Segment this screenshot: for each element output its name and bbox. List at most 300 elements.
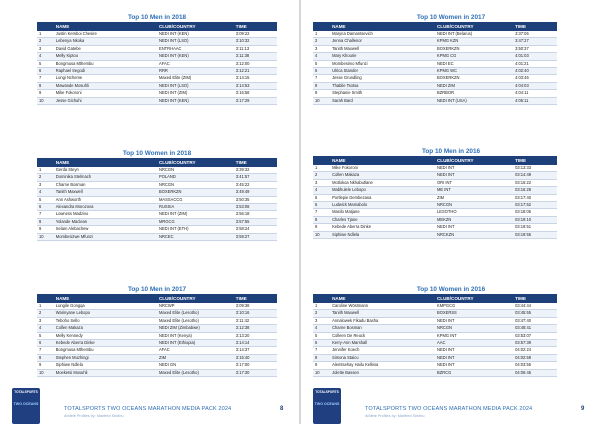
- club-country-cell: KPMG KZN: [435, 38, 513, 45]
- club-header: CLUB/COUNTRY: [435, 22, 513, 31]
- club-country-cell: KPMG INT: [435, 332, 513, 339]
- club-country-cell: NEDI INT: [435, 165, 513, 172]
- table-row: [313, 165, 557, 172]
- time-header: TIME: [513, 294, 557, 303]
- name-header: NAME: [330, 156, 435, 165]
- finish-time-cell: 3:39:32: [234, 167, 277, 174]
- finish-time-cell: 3:11:13: [234, 45, 277, 52]
- table-row: [37, 82, 277, 89]
- finish-time-cell: 3:50:37: [513, 45, 557, 52]
- finish-time-cell: 3:14:37: [234, 347, 277, 354]
- athlete-name-cell: Bongmusa Mthembu: [54, 347, 157, 354]
- time-header: TIME: [234, 294, 277, 303]
- rank-cell: 10: [313, 97, 330, 104]
- table-header-row: [313, 22, 557, 31]
- athlete-name-cell: Lebenya Nkoka: [54, 38, 157, 45]
- finish-time-cell: 03:17:40: [513, 194, 557, 201]
- club-country-cell: BZRCG: [435, 369, 513, 376]
- table-row: [37, 310, 277, 317]
- rank-cell: 6: [37, 204, 54, 211]
- finish-time-cell: 3:37:06: [513, 31, 557, 38]
- finish-time-cell: 03:17:52: [513, 202, 557, 209]
- club-country-cell: NEDI INT (ETH): [157, 226, 234, 233]
- finish-time-cell: 3:14:14: [234, 340, 277, 347]
- finish-time-cell: 4:01:03: [513, 53, 557, 60]
- rank-cell: 8: [37, 354, 54, 361]
- table-row: [37, 174, 277, 181]
- club-country-cell: NEDI INT: [435, 347, 513, 354]
- club-country-cell: MASSACCG: [157, 196, 234, 203]
- table-row: [313, 68, 557, 75]
- women-2017-table: [313, 22, 557, 105]
- finish-time-cell: 3:47:27: [513, 38, 557, 45]
- rank-cell: 3: [37, 317, 54, 324]
- rank-cell: 5: [37, 60, 54, 67]
- finish-time-cell: 03:57:39: [513, 340, 557, 347]
- club-country-cell: NEDI INT (KEN): [157, 97, 234, 104]
- rank-cell: 1: [37, 167, 54, 174]
- athlete-name-cell: Mombesizwe Mfunzi: [54, 233, 157, 240]
- club-country-cell: NEDI INT (Kenya): [157, 332, 234, 339]
- club-country-cell: NEDI INT: [435, 317, 513, 324]
- rank-cell: 6: [37, 68, 54, 75]
- name-header: NAME: [54, 22, 157, 31]
- athlete-name-cell: Stephen Muzhingi: [54, 354, 157, 361]
- athlete-name-cell: Kebede Aberra Dinke: [330, 224, 435, 231]
- table-row: [37, 181, 277, 188]
- table-row: [313, 75, 557, 82]
- athlete-name-cell: Collen Makaza: [330, 172, 435, 179]
- table-title: Top 10 Men in 2016: [421, 148, 481, 155]
- club-country-cell: BOXERKZN: [157, 189, 234, 196]
- club-country-cell: Maxed Elite (ZIM): [157, 75, 234, 82]
- club-header: CLUB/COUNTRY: [157, 22, 234, 31]
- table-row: [313, 194, 557, 201]
- rank-cell: 2: [37, 310, 54, 317]
- table-title: Top 10 Women in 2018: [122, 150, 192, 157]
- logo-text: TWO OCEANS: [13, 402, 39, 406]
- rank-cell: 7: [37, 75, 54, 82]
- athlete-name-cell: Jennifer Koech: [330, 347, 435, 354]
- finish-time-cell: 03:47:40: [513, 317, 557, 324]
- athlete-name-cell: Siphiwe Ndlela: [54, 362, 157, 369]
- athlete-name-cell: Justin Kemboi Chesire: [54, 31, 157, 38]
- athlete-name-cell: Charles Tjane: [330, 216, 435, 223]
- rank-cell: 3: [37, 181, 54, 188]
- finish-time-cell: 3:14:53: [234, 82, 277, 89]
- rank-cell: 9: [37, 90, 54, 97]
- name-header: NAME: [330, 294, 435, 303]
- finish-time-cell: 03:44:44: [513, 303, 557, 310]
- rank-cell: 7: [313, 209, 330, 216]
- athlete-name-cell: Jesse Grundling: [330, 75, 435, 82]
- finish-time-cell: 4:05:11: [513, 97, 557, 104]
- rank-cell: 7: [37, 347, 54, 354]
- table-row: [37, 167, 277, 174]
- club-country-cell: NEDI INT (KEN): [157, 53, 234, 60]
- finish-time-cell: 03:53:07: [513, 332, 557, 339]
- table-row: [313, 340, 557, 347]
- athlete-name-cell: Ann Ashworth: [54, 196, 157, 203]
- athlete-name-cell: Mawande Mosuhli: [54, 82, 157, 89]
- club-country-cell: ME INT: [435, 187, 513, 194]
- rank-cell: 8: [37, 218, 54, 225]
- finish-time-cell: 3:41:57: [234, 174, 277, 181]
- athlete-name-cell: Jenna Challenor: [330, 38, 435, 45]
- club-country-cell: KPMG CG: [435, 53, 513, 60]
- table-row: [313, 303, 557, 310]
- club-country-cell: Maxed Elite (Lesotho): [157, 310, 234, 317]
- table-row: [37, 53, 277, 60]
- women-2016-table: [313, 294, 557, 377]
- club-country-cell: NEDI INT (LSO): [157, 38, 234, 45]
- club-country-cell: ZIM: [435, 194, 513, 201]
- table-row: [37, 233, 277, 240]
- table-title: Top 10 Women in 2017: [416, 14, 486, 21]
- athlete-name-cell: Lowness Madzivo: [54, 211, 157, 218]
- finish-time-cell: 4:04:11: [513, 90, 557, 97]
- table-row: [37, 369, 277, 376]
- club-country-cell: RRR: [157, 68, 234, 75]
- time-header: TIME: [234, 22, 277, 31]
- rank-cell: 4: [313, 325, 330, 332]
- rank-cell: 6: [313, 340, 330, 347]
- athlete-name-cell: Tanith Maxwell: [330, 310, 435, 317]
- club-country-cell: LESOTHO: [435, 209, 513, 216]
- athlete-name-cell: Jesse Gichuhi: [54, 97, 157, 104]
- table-row: [37, 362, 277, 369]
- finish-time-cell: 03:48:41: [513, 325, 557, 332]
- club-country-cell: BOXERKZN: [435, 45, 513, 52]
- table-row: [313, 224, 557, 231]
- finish-time-cell: 3:10:32: [234, 38, 277, 45]
- club-country-cell: BOXERSS: [435, 310, 513, 317]
- table-row: [37, 204, 277, 211]
- table-row: [37, 340, 277, 347]
- athlete-name-cell: Yolande Maclean: [54, 218, 157, 225]
- rank-header: [313, 294, 330, 303]
- page-footer: [0, 388, 299, 424]
- club-header: CLUB/COUNTRY: [157, 158, 234, 167]
- rank-header: [37, 22, 54, 31]
- rank-cell: 3: [313, 179, 330, 186]
- table-title: Top 10 Women in 2016: [416, 286, 486, 293]
- athlete-name-cell: Gerda Steyn: [54, 167, 157, 174]
- table-row: [37, 211, 277, 218]
- table-row: [37, 196, 277, 203]
- athlete-name-cell: David Gatebe: [54, 45, 157, 52]
- table-row: [37, 303, 277, 310]
- club-country-cell: NEDI INT: [435, 362, 513, 369]
- finish-time-cell: 3:12:00: [234, 60, 277, 67]
- table-row: [313, 187, 557, 194]
- rank-cell: 5: [37, 196, 54, 203]
- footer-subtitle: Athlete Profiles by: Manfred Sindhu: [64, 414, 124, 418]
- table-row: [37, 45, 277, 52]
- club-country-cell: AAC: [435, 340, 513, 347]
- athlete-name-cell: Kerry-Ann Marshall: [330, 340, 435, 347]
- rank-cell: 2: [313, 310, 330, 317]
- table-row: [313, 179, 557, 186]
- women-2018-table: [37, 158, 277, 241]
- table-row: [37, 75, 277, 82]
- finish-time-cell: 3:09:38: [234, 303, 277, 310]
- rank-cell: 1: [313, 303, 330, 310]
- name-header: NAME: [54, 158, 157, 167]
- table-row: [313, 38, 557, 45]
- time-header: TIME: [513, 22, 557, 31]
- club-country-cell: POLAND: [157, 174, 234, 181]
- rank-cell: 5: [37, 332, 54, 339]
- name-header: NAME: [54, 294, 157, 303]
- rank-cell: 7: [313, 75, 330, 82]
- finish-time-cell: 4:01:21: [513, 60, 557, 67]
- rank-header: [37, 158, 54, 167]
- club-country-cell: NEDI INT (LSO): [157, 82, 234, 89]
- rank-cell: 1: [313, 165, 330, 172]
- athlete-name-cell: Ludwick Mamabolo: [330, 202, 435, 209]
- rank-header: [37, 294, 54, 303]
- athlete-name-cell: Motlokoa Nkhabutlane: [330, 179, 435, 186]
- rank-cell: 8: [313, 82, 330, 89]
- finish-time-cell: 4:02:40: [513, 68, 557, 75]
- athlete-name-cell: Melly Kennedy: [54, 332, 157, 339]
- table-header-row: [313, 294, 557, 303]
- club-header: CLUB/COUNTRY: [435, 156, 513, 165]
- athlete-name-cell: Caroline Wöstmann: [330, 303, 435, 310]
- club-country-cell: Maxed Elite (Lesotho): [157, 317, 234, 324]
- finish-time-cell: 3:16:58: [234, 90, 277, 97]
- athlete-name-cell: Mike Fokoroni: [54, 90, 157, 97]
- table-row: [313, 53, 557, 60]
- finish-time-cell: 04:02:24: [513, 347, 557, 354]
- club-country-cell: MRGCG: [157, 218, 234, 225]
- club-country-cell: NEDI INT (ZIM): [157, 90, 234, 97]
- logo-text: TOTALSPORTS: [315, 390, 339, 394]
- table-row: [37, 38, 277, 45]
- finish-time-cell: 04:03:55: [513, 362, 557, 369]
- table-row: [37, 354, 277, 361]
- club-country-cell: NEDI INT (ZIM): [157, 211, 234, 218]
- club-country-cell: NEDI INT: [435, 354, 513, 361]
- finish-time-cell: 03:18:05: [513, 209, 557, 216]
- athlete-name-cell: Siphiwe Ndlela: [330, 231, 435, 238]
- rank-cell: 4: [313, 53, 330, 60]
- club-country-cell: NRCGN: [435, 202, 513, 209]
- club-country-cell: AFAC: [157, 347, 234, 354]
- finish-time-cell: 3:49:49: [234, 189, 277, 196]
- table-row: [37, 97, 277, 104]
- athlete-name-cell: Maryna Damantsevich: [330, 31, 435, 38]
- table-row: [313, 347, 557, 354]
- club-country-cell: NRCEC: [157, 233, 234, 240]
- club-country-cell: KPMG WC: [435, 68, 513, 75]
- rank-cell: 7: [313, 347, 330, 354]
- table-row: [37, 68, 277, 75]
- finish-time-cell: 03:13:33: [513, 165, 557, 172]
- finish-time-cell: 3:10:16: [234, 310, 277, 317]
- rank-cell: 4: [37, 53, 54, 60]
- rank-cell: 8: [313, 354, 330, 361]
- table-row: [313, 362, 557, 369]
- rank-cell: 4: [37, 325, 54, 332]
- page-number: 8: [280, 406, 284, 412]
- footer-subtitle: Athlete Profiles by: Manfred Sindhu: [365, 414, 425, 418]
- club-country-cell: NRCGN: [435, 325, 513, 332]
- club-country-cell: NEDI ZIM (Zimbabwe): [157, 325, 234, 332]
- athlete-name-cell: Charne Bosman: [54, 181, 157, 188]
- rank-cell: 2: [313, 172, 330, 179]
- rank-cell: 3: [313, 317, 330, 324]
- athlete-name-cell: Alexandra Morozova: [54, 204, 157, 211]
- logo-text: TWO OCEANS: [314, 402, 340, 406]
- two-oceans-logo: [313, 388, 341, 424]
- athlete-name-cell: Jolette Bassen: [330, 369, 435, 376]
- table-header-row: [37, 158, 277, 167]
- table-row: [37, 218, 277, 225]
- table-row: [37, 31, 277, 38]
- table-row: [37, 60, 277, 67]
- club-header: CLUB/COUNTRY: [157, 294, 234, 303]
- club-country-cell: NEDI INT: [435, 172, 513, 179]
- table-row: [37, 226, 277, 233]
- athlete-name-cell: Mombesimo Mfunzi: [330, 60, 435, 67]
- finish-time-cell: 3:56:18: [234, 211, 277, 218]
- table-header-row: [37, 294, 277, 303]
- athlete-name-cell: Teboho Sello: [54, 317, 157, 324]
- table-row: [313, 209, 557, 216]
- rank-cell: 4: [37, 189, 54, 196]
- rank-cell: 1: [313, 31, 330, 38]
- finish-time-cell: 03:19:51: [513, 224, 557, 231]
- athlete-name-cell: Alemtsehay Hailu Kelkisa: [330, 362, 435, 369]
- finish-time-cell: 3:12:21: [234, 68, 277, 75]
- club-country-cell: NRCGN: [157, 167, 234, 174]
- club-country-cell: ORI INT: [435, 179, 513, 186]
- club-country-cell: NEDI INT (KEN): [157, 31, 234, 38]
- athlete-name-cell: Mabhulele Lebopo: [330, 187, 435, 194]
- club-country-cell: NEDI INT (Ethiopia): [157, 340, 234, 347]
- finish-time-cell: 3:09:22: [234, 31, 277, 38]
- club-country-cell: AFAC: [157, 60, 234, 67]
- finish-time-cell: 03:19:55: [513, 231, 557, 238]
- rank-cell: 2: [313, 38, 330, 45]
- athlete-name-cell: Annalowek Fikadu Basha: [330, 317, 435, 324]
- club-country-cell: NRCKZN: [435, 231, 513, 238]
- rank-cell: 10: [37, 369, 54, 376]
- finish-time-cell: 03:14:49: [513, 172, 557, 179]
- men-2018-table: [37, 22, 277, 105]
- table-row: [313, 317, 557, 324]
- finish-time-cell: 4:03:46: [513, 75, 557, 82]
- club-header: CLUB/COUNTRY: [435, 294, 513, 303]
- athlete-name-cell: Collen Makaza: [54, 325, 157, 332]
- table-row: [37, 317, 277, 324]
- finish-time-cell: 03:45:55: [513, 310, 557, 317]
- table-header-row: [37, 22, 277, 31]
- left-page: [0, 0, 299, 424]
- club-country-cell: NEDI EC: [435, 60, 513, 67]
- table-row: [37, 90, 277, 97]
- rank-cell: 10: [37, 97, 54, 104]
- table-row: [313, 97, 557, 104]
- table-row: [37, 189, 277, 196]
- table-row: [313, 60, 557, 67]
- table-row: [37, 332, 277, 339]
- athlete-name-cell: Charne Bosman: [330, 325, 435, 332]
- table-row: [313, 202, 557, 209]
- right-page: [301, 0, 600, 424]
- rank-cell: 8: [37, 82, 54, 89]
- finish-time-cell: 3:15:40: [234, 354, 277, 361]
- rank-cell: 4: [313, 187, 330, 194]
- rank-cell: 2: [37, 38, 54, 45]
- athlete-name-cell: Lungi Ncheme: [54, 75, 157, 82]
- athlete-name-cell: Colleen De Reuck: [330, 332, 435, 339]
- men-2017-table: [37, 294, 277, 377]
- rank-cell: 9: [313, 362, 330, 369]
- finish-time-cell: 3:17:30: [234, 369, 277, 376]
- table-row: [37, 347, 277, 354]
- athlete-name-cell: Mary Khourie: [330, 53, 435, 60]
- club-country-cell: Maxed Elite (Lesotho): [157, 369, 234, 376]
- rank-cell: 9: [313, 90, 330, 97]
- finish-time-cell: 3:57:55: [234, 218, 277, 225]
- club-country-cell: BOXERKZN: [435, 75, 513, 82]
- table-row: [313, 332, 557, 339]
- table-row: [313, 216, 557, 223]
- athlete-name-cell: Mike Fokoroni: [330, 165, 435, 172]
- finish-time-cell: 3:59:27: [234, 233, 277, 240]
- table-row: [313, 354, 557, 361]
- rank-cell: 9: [37, 362, 54, 369]
- table-row: [313, 82, 557, 89]
- rank-cell: 3: [37, 45, 54, 52]
- rank-header: [313, 22, 330, 31]
- athlete-name-cell: Lungile Gongqa: [54, 303, 157, 310]
- rank-cell: 3: [313, 45, 330, 52]
- finish-time-cell: 03:19:10: [513, 216, 557, 223]
- athlete-name-cell: Selam Alebachew: [54, 226, 157, 233]
- table-row: [313, 310, 557, 317]
- club-country-cell: NEDI GN: [157, 362, 234, 369]
- athlete-name-cell: Dominika Stelmach: [54, 174, 157, 181]
- footer-title: TOTALSPORTS TWO OCEANS MARATHON MEDIA PACK 2024: [64, 406, 232, 412]
- finish-time-cell: 3:17:29: [234, 97, 277, 104]
- rank-cell: 5: [313, 60, 330, 67]
- rank-cell: 6: [37, 340, 54, 347]
- logo-text: TOTALSPORTS: [14, 390, 38, 394]
- club-country-cell: ZIM: [157, 354, 234, 361]
- athlete-name-cell: Ulrica Stander: [330, 68, 435, 75]
- rank-cell: 10: [313, 231, 330, 238]
- club-country-cell: RUSSIA: [157, 204, 234, 211]
- page-footer: [301, 388, 600, 424]
- table-row: [37, 325, 277, 332]
- rank-cell: 9: [313, 224, 330, 231]
- finish-time-cell: 3:12:38: [234, 325, 277, 332]
- finish-time-cell: 4:04:03: [513, 82, 557, 89]
- table-row: [313, 231, 557, 238]
- table-header-row: [313, 156, 557, 165]
- page-number: 9: [581, 406, 585, 412]
- rank-cell: 6: [313, 202, 330, 209]
- finish-time-cell: 3:14:15: [234, 75, 277, 82]
- club-country-cell: BZRBOR: [435, 90, 513, 97]
- rank-cell: 2: [37, 174, 54, 181]
- athlete-name-cell: Moeketsi Mosuhli: [54, 369, 157, 376]
- athlete-name-cell: Warinyane Lebopo: [54, 310, 157, 317]
